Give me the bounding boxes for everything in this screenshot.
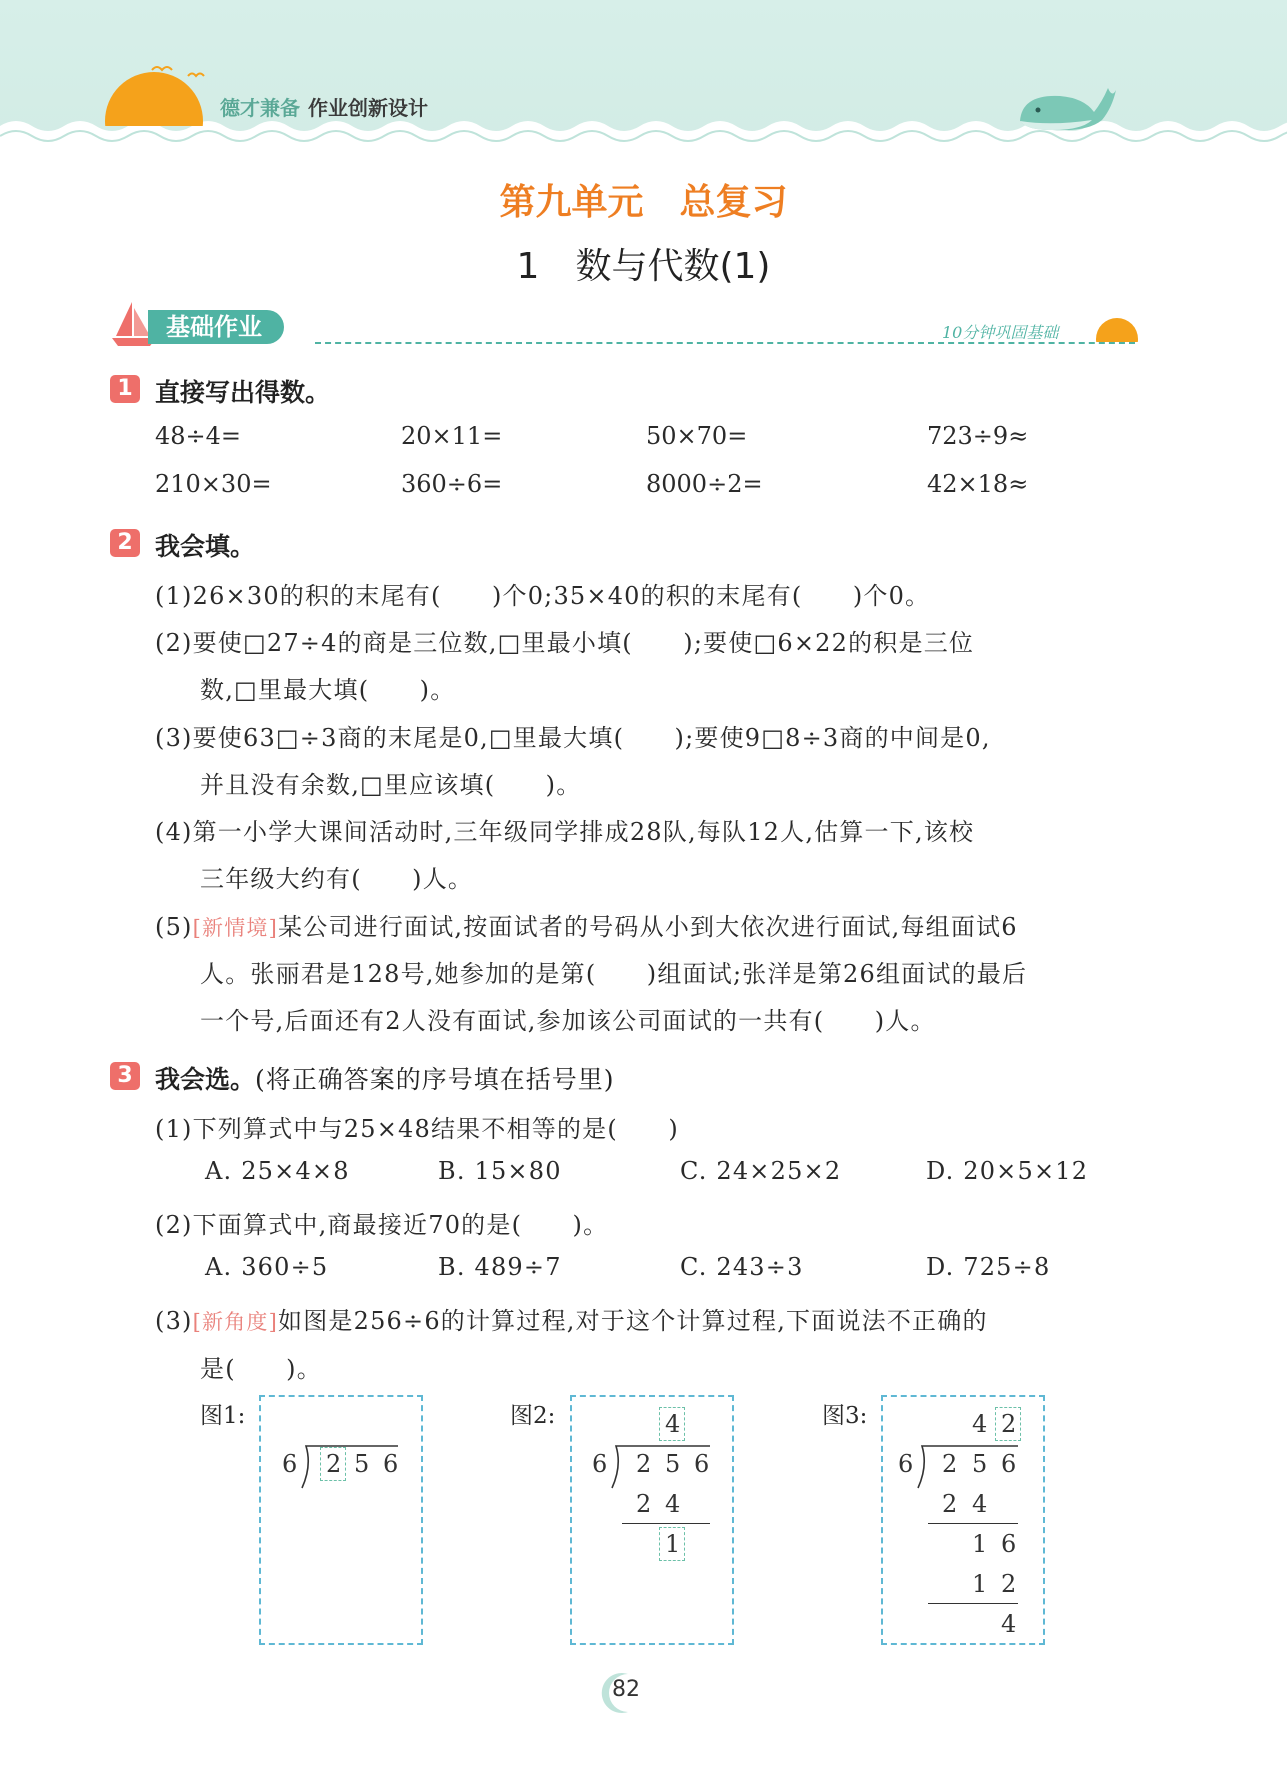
remainder-digit: 1 xyxy=(665,1530,681,1558)
divisor: 6 xyxy=(282,1450,298,1478)
subtraction-line xyxy=(928,1523,1018,1524)
question-line: 数,□里最大填( )。 xyxy=(200,676,456,704)
calc-item: 42×18≈ xyxy=(927,470,1029,498)
section-label: 基础作业 xyxy=(148,310,284,344)
divisor: 6 xyxy=(592,1450,608,1478)
part-text: 如图是256÷6的计算过程,对于这个计算过程,下面说法不正确的 xyxy=(278,1307,988,1335)
question-number: 2 xyxy=(110,529,140,557)
question-line: 是( )。 xyxy=(200,1355,322,1383)
option-b: B. 15×80 xyxy=(438,1157,562,1185)
dividend-digit: 5 xyxy=(665,1450,681,1478)
question-title: 直接写出得数。 xyxy=(155,378,331,407)
dividend-digit: 2 xyxy=(636,1450,652,1478)
option-c: C. 243÷3 xyxy=(680,1253,804,1281)
calc-item: 723÷9≈ xyxy=(927,422,1029,450)
calc-item: 360÷6= xyxy=(401,470,503,498)
calc-item: 210×30= xyxy=(155,470,272,498)
figure-label: 图3: xyxy=(822,1403,868,1429)
subtraction-line xyxy=(928,1603,1018,1604)
part-number: (3) xyxy=(155,1307,193,1335)
option-d: D. 20×5×12 xyxy=(926,1157,1089,1185)
dividend-digit: 6 xyxy=(694,1450,710,1478)
question-line: 一个号,后面还有2人没有面试,参加该公司面试的一共有( )人。 xyxy=(200,1007,936,1035)
question-line: (2)要使□27÷4的商是三位数,□里最小填( );要使□6×22的积是三位 xyxy=(155,629,975,657)
lesson-title: 1 数与代数(1) xyxy=(516,246,771,287)
dividend-digit: 5 xyxy=(354,1450,370,1478)
dividend-digit: 5 xyxy=(972,1450,988,1478)
dividend-digit: 6 xyxy=(383,1450,399,1478)
question-line: (2)下面算式中,商最接近70的是( )。 xyxy=(155,1211,609,1239)
calc-item: 50×70= xyxy=(646,422,748,450)
quotient-digit: 4 xyxy=(972,1410,988,1438)
question-line: (4)第一小学大课间活动时,三年级同学排成28队,每队12人,估算一下,该校 xyxy=(155,818,975,846)
figure-label: 图1: xyxy=(200,1403,246,1429)
new-angle-tag: [新角度] xyxy=(192,1310,278,1334)
product-digit: 2 xyxy=(1001,1570,1017,1598)
section-note: 10分钟巩固基础 xyxy=(942,323,1059,342)
question-number: 3 xyxy=(110,1062,140,1090)
quotient-digit: 2 xyxy=(1001,1410,1017,1438)
series-brand: 德才兼备 xyxy=(220,96,300,120)
quotient-digit: 4 xyxy=(665,1410,681,1438)
option-a: A. 360÷5 xyxy=(205,1253,329,1281)
question-title-note: (将正确答案的序号填在括号里) xyxy=(255,1065,615,1094)
calc-item: 48÷4= xyxy=(155,422,242,450)
unit-title: 第九单元 总复习 xyxy=(499,182,788,223)
product-digit: 2 xyxy=(636,1490,652,1518)
part-number: (5) xyxy=(155,913,193,941)
question-line: (1)26×30的积的末尾有( )个0;35×40的积的末尾有( )个0。 xyxy=(155,582,931,610)
part-text: 某公司进行面试,按面试者的号码从小到大依次进行面试,每组面试6 xyxy=(278,913,1018,941)
subtraction-line xyxy=(622,1523,710,1524)
remainder-digit: 4 xyxy=(1001,1610,1017,1638)
option-a: A. 25×4×8 xyxy=(205,1157,350,1185)
series-subtitle: 作业创新设计 xyxy=(308,96,428,120)
question-line: 并且没有余数,□里应该填( )。 xyxy=(200,771,582,799)
page-number: 82 xyxy=(612,1677,640,1702)
bird-icon xyxy=(150,60,210,82)
figure-1 xyxy=(259,1395,423,1645)
sun-icon xyxy=(1096,318,1138,342)
question-line xyxy=(155,907,1018,942)
calc-item: 20×11= xyxy=(401,422,503,450)
remainder-digit: 6 xyxy=(1001,1530,1017,1558)
product-digit: 2 xyxy=(942,1490,958,1518)
question-line: (3)要使63□÷3商的末尾是0,□里最大填( );要使9□8÷3商的中间是0, xyxy=(155,724,991,752)
option-c: C. 24×25×2 xyxy=(680,1157,842,1185)
question-title-main: 我会选。 xyxy=(155,1065,256,1094)
question-title: 我会填。 xyxy=(155,532,256,561)
option-b: B. 489÷7 xyxy=(438,1253,562,1281)
figure-2 xyxy=(570,1395,734,1645)
dividend-digit: 2 xyxy=(326,1450,342,1478)
option-d: D. 725÷8 xyxy=(926,1253,1051,1281)
dividend-digit: 6 xyxy=(1001,1450,1017,1478)
question-line: (1)下列算式中与25×48结果不相等的是( ) xyxy=(155,1115,679,1143)
product-digit: 4 xyxy=(972,1490,988,1518)
product-digit: 1 xyxy=(972,1570,988,1598)
question-title xyxy=(155,1060,615,1096)
question-line: 三年级大约有( )人。 xyxy=(200,865,474,893)
question-line xyxy=(155,1301,988,1336)
question-number: 1 xyxy=(110,375,140,403)
new-context-tag: [新情境] xyxy=(192,916,278,940)
remainder-digit: 1 xyxy=(972,1530,988,1558)
divisor: 6 xyxy=(898,1450,914,1478)
question-line: 人。张丽君是128号,她参加的是第( )组面试;张洋是第26组面试的最后 xyxy=(200,960,1028,988)
dividend-digit: 2 xyxy=(942,1450,958,1478)
calc-item: 8000÷2= xyxy=(646,470,763,498)
series-name xyxy=(220,92,428,121)
product-digit: 4 xyxy=(665,1490,681,1518)
figure-label: 图2: xyxy=(510,1403,556,1429)
whale-icon xyxy=(1012,76,1117,136)
